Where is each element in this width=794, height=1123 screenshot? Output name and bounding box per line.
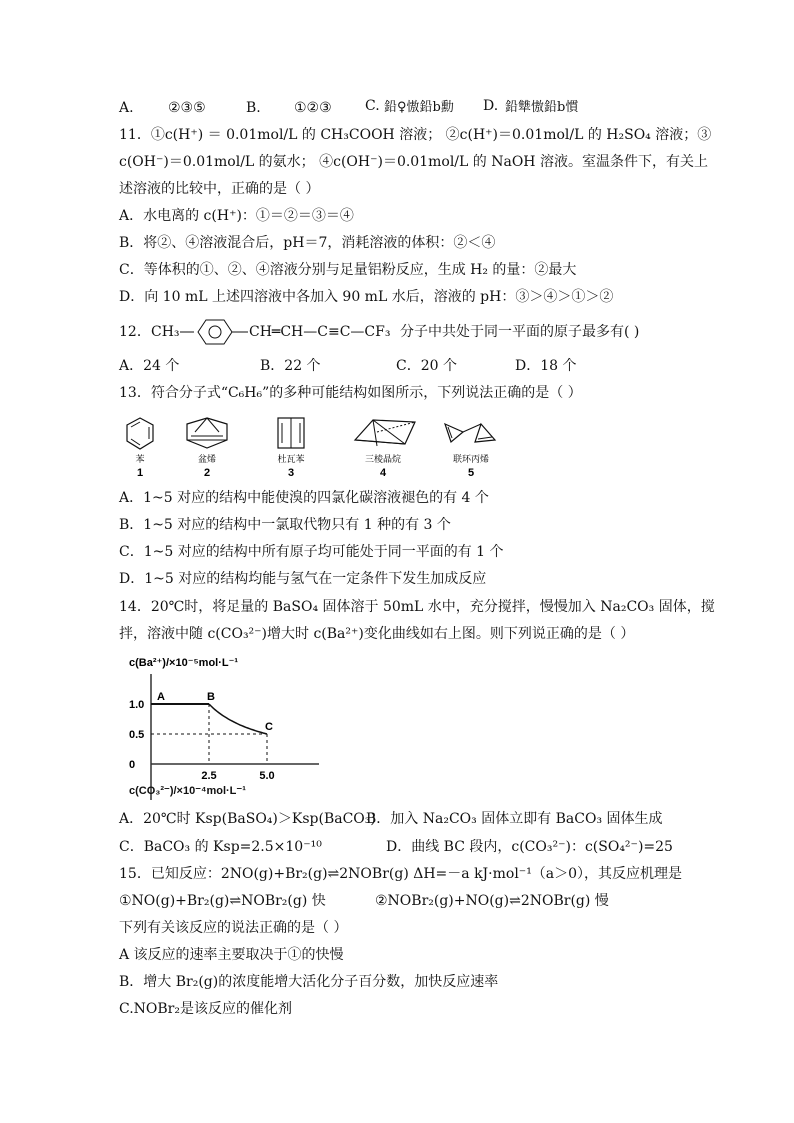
q12-option-d: D．18 个 — [515, 358, 577, 374]
q15-stem-line1: 15．已知反应：2NO(g)+Br₂(g)⇌2NOBr(g) ΔH=－a kJ·mol⁻¹（a＞0），其反应机理是 — [119, 866, 683, 882]
structure-num-1: 1 — [136, 467, 144, 479]
q11-option-c: C．等体积的①、②、④溶液分别与足量铝粉反应，生成 H₂ 的量：②最大 — [119, 262, 577, 278]
y-tick-label: 1.0 — [129, 699, 145, 711]
bicyclopropenyl-structure — [445, 424, 495, 442]
dewar-benzene-structure — [278, 418, 304, 448]
structure-num-5: 5 — [467, 467, 475, 479]
q11-option-b: B．将②、④溶液混合后，pH＝7，消耗溶液的体积：②＜④ — [119, 235, 496, 251]
structure-name-3: 杜瓦苯 — [277, 454, 305, 464]
q13-option-a: A．1~5 对应的结构中能使溴的四氯化碳溶液褪色的有 4 个 — [119, 490, 489, 506]
benzene-structure — [127, 418, 153, 449]
q10-option-b-value: ①②③ — [294, 100, 332, 116]
q12-option-c: C．20 个 — [396, 358, 457, 374]
prismane-structure — [355, 420, 415, 446]
q14-stem-line2: 拌，溶液中随 c(CO₃²⁻)增大时 c(Ba²⁺)变化曲线如右上图。则下列说正确的是（ ） — [119, 626, 635, 642]
q12-chain: CH═CH—C≡C—CF₃ — [249, 324, 391, 340]
q11-stem-line3: 述溶液的比较中，正确的是（ ） — [119, 181, 320, 197]
structure-name-2: 盆烯 — [197, 454, 217, 464]
q11-option-a: A．水电离的 c(H⁺)：①＝②＝③＝④ — [119, 208, 354, 224]
q10-option-d: D. — [483, 98, 499, 114]
q14-stem-line1: 14．20℃时，将足量的 BaSO₄ 固体溶于 50mL 水中，充分搅拌，慢慢加入 Na₂CO₃ 固体，搅 — [119, 599, 715, 615]
q10-option-a-value: ②③⑤ — [168, 100, 206, 116]
q11-stem-line1: 11．①c(H⁺) ＝ 0.01mol/L 的 CH₃COOH 溶液； ②c(H⁺)＝0.01mol/L 的 H₂SO₄ 溶液；③ — [119, 127, 712, 143]
q14-option-d: D．曲线 BC 段内，c(CO₃²⁻)：c(SO₄²⁻)=25 — [386, 839, 673, 855]
series-curve-bc — [209, 704, 267, 734]
q14-option-a: A．20℃时 Ksp(BaSO₄)＞Ksp(BaCO₃) — [119, 811, 376, 827]
q10-option-c-value: 鉛♀慠鉛b勳 — [384, 100, 454, 115]
q15-mechanism-step2: ②NOBr₂(g)+NO(g)⇌2NOBr(g) 慢 — [375, 893, 609, 909]
structure-num-3: 3 — [287, 467, 295, 479]
q12-benzene-ring — [180, 314, 250, 350]
q14-option-c: C．BaCO₃ 的 Ksp=2.5×10⁻¹⁰ — [119, 839, 322, 855]
q10-option-b: B. — [246, 100, 261, 116]
structure-name-1: 苯 — [135, 454, 145, 464]
q13-structures-figure — [115, 410, 535, 482]
q15-option-b: B．增大 Br₂(g)的浓度能增大活化分子百分数，加快反应速率 — [119, 974, 499, 990]
structure-name-5: 联环丙烯 — [452, 454, 490, 464]
q13-option-d: D．1~5 对应的结构均能与氢气在一定条件下发生加成反应 — [119, 571, 487, 587]
point-label-c: C — [265, 721, 273, 733]
q13-option-c: C．1~5 对应的结构中所有原子均可能处于同一平面的有 1 个 — [119, 544, 504, 560]
x-tick-label: 2.5 — [201, 770, 217, 782]
point-label-a: A — [157, 691, 165, 703]
q13-stem: 13．符合分子式“C₆H₆”的多种可能结构如图所示，下列说法正确的是（ ） — [119, 385, 582, 401]
structure-num-2: 2 — [203, 467, 211, 479]
chart-ylabel: c(Ba²⁺)/×10⁻⁵mol·L⁻¹ — [129, 657, 239, 669]
q13-option-b: B．1~5 对应的结构中一氯取代物只有 1 种的有 3 个 — [119, 517, 451, 533]
q15-mechanism-step1: ①NO(g)+Br₂(g)⇌NOBr₂(g) 快 — [119, 893, 326, 909]
q10-option-a: A. — [119, 100, 134, 116]
q15-option-a: A 该反应的速率主要取决于①的快慢 — [119, 947, 344, 963]
q14-option-b: B．加入 Na₂CO₃ 固体立即有 BaCO₃ 固体生成 — [366, 811, 663, 827]
y-tick-label: 0.5 — [129, 729, 145, 741]
q12-stem: 分子中共处于同一平面的原子最多有( ) — [400, 324, 640, 340]
structure-name-4: 三棱晶烷 — [364, 454, 402, 464]
y-tick-label: 0 — [129, 759, 136, 771]
chart-xlabel: c(CO₃²⁻)/×10⁻⁴mol·L⁻¹ — [129, 785, 246, 797]
q15-stem-line2: 下列有关该反应的说法正确的是（ ） — [119, 920, 348, 936]
q10-option-d-value: 鉛犨慠鉛b慣 — [505, 100, 579, 115]
q10-option-c: C. — [365, 98, 380, 114]
structure-num-4: 4 — [379, 467, 387, 479]
q11-option-d: D．向 10 mL 上述四溶液中各加入 90 mL 水后，溶液的 pH：③＞④＞①＞② — [119, 289, 614, 305]
q12-option-b: B．22 个 — [260, 358, 321, 374]
benzvalene-structure — [187, 418, 227, 448]
q12-number: 12． — [119, 324, 151, 340]
point-label-b: B — [207, 691, 215, 703]
q12-ch3: CH₃ — [151, 324, 180, 340]
q11-stem-line2: c(OH⁻)＝0.01mol/L 的氨水； ④c(OH⁻)＝0.01mol/L 的 NaOH 溶液。室温条件下，有关上 — [119, 154, 708, 170]
x-tick-label: 5.0 — [259, 770, 275, 782]
q15-option-c: C.NOBr₂是该反应的催化剂 — [119, 1001, 292, 1017]
q12-option-a: A．24 个 — [119, 358, 180, 374]
